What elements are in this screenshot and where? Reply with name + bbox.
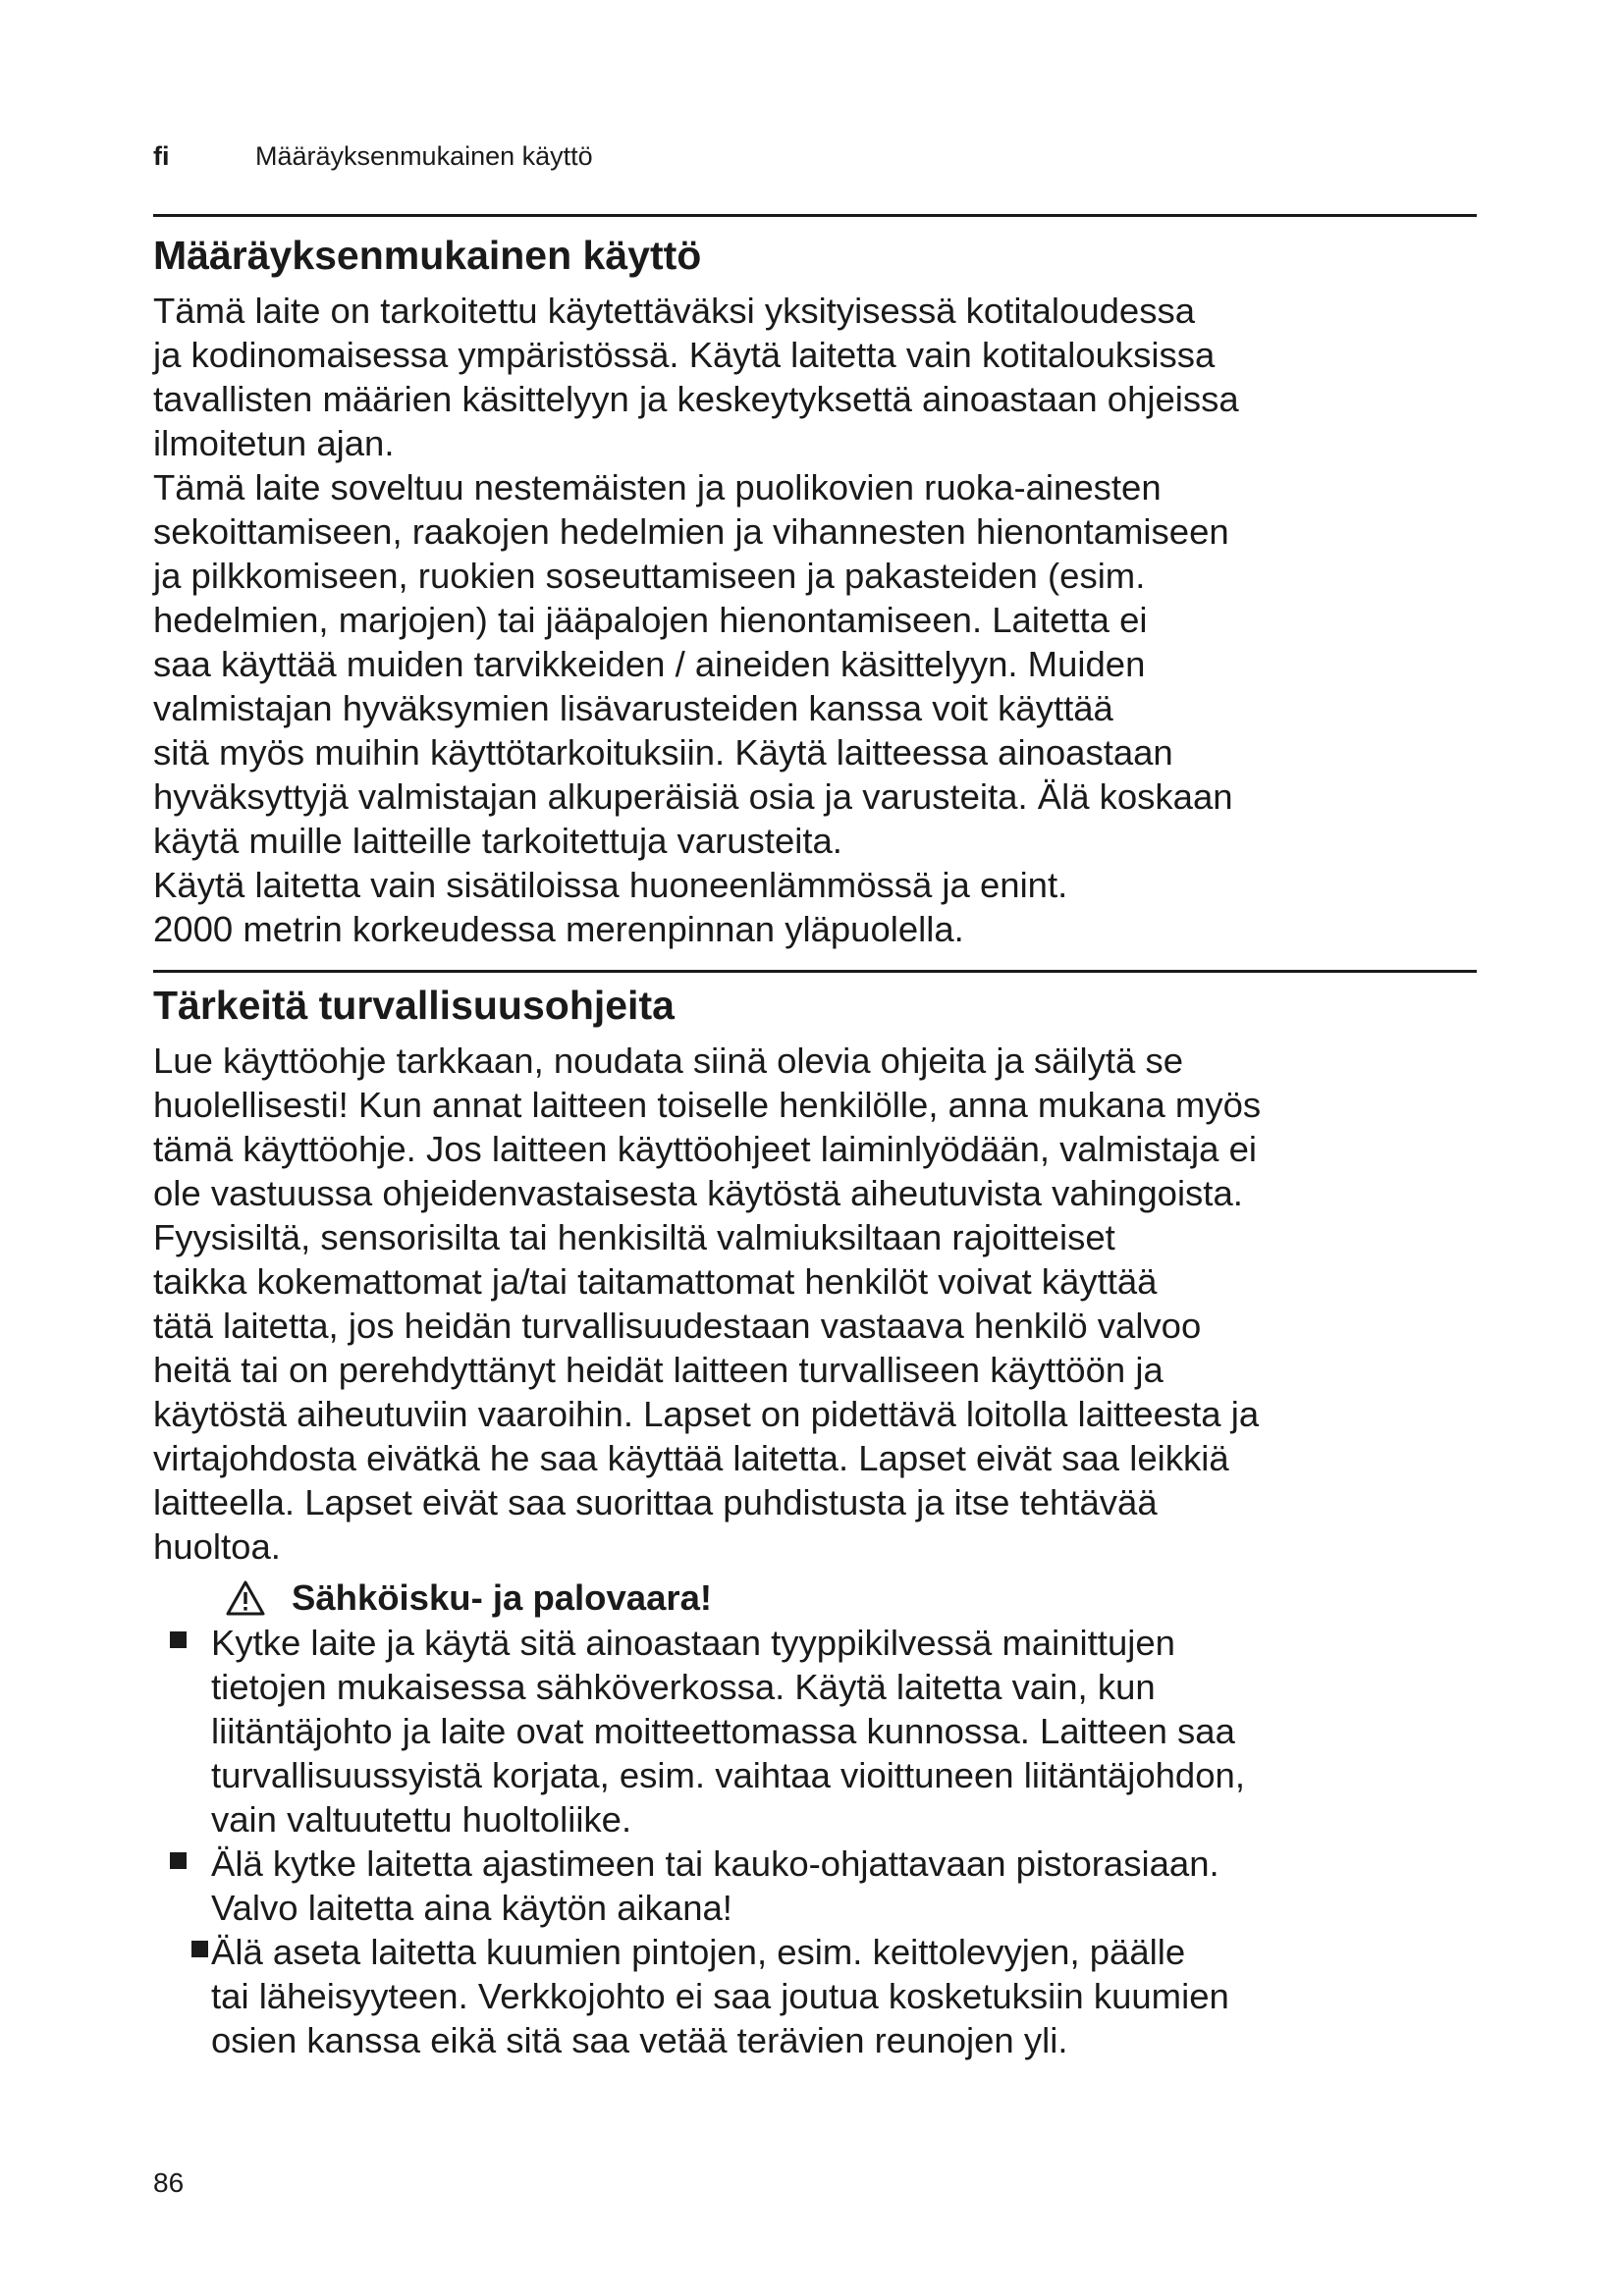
text-line: Älä aseta laitetta kuumien pintojen, esim. keittolevyjen, päälle [211,1932,1186,1972]
warning-list-item [211,1930,1229,2062]
page-number: 86 [153,2167,185,2198]
text-line: 2000 metrin korkeudessa merenpinnan yläpuolella. [153,909,964,949]
section-divider [153,970,1477,973]
text-line: Valvo laitetta aina käytön aikana! [211,1888,732,1928]
text-line: Fyysisiltä, sensorisilta tai henkisiltä valmiuksiltaan rajoitteiset [153,1217,1115,1257]
text-line: liitäntäjohto ja laite ovat moitteettomassa kunnossa. Laitteen saa [211,1711,1235,1751]
language-code: fi [153,141,170,171]
text-line: ole vastuussa ohjeidenvastaisesta käytöstä aiheutuvista vahingoista. [153,1173,1243,1213]
intended-use-paragraph [153,289,1489,951]
section-heading-safety: Tärkeitä turvallisuusohjeita [153,983,675,1028]
text-line: turvallisuussyistä korjata, esim. vaihtaa vioittuneen liitäntäjohdon, [211,1755,1245,1795]
text-line: tämä käyttöohje. Jos laitteen käyttöohjeet laiminlyödään, valmistaja ei [153,1129,1257,1169]
text-line: huolellisesti! Kun annat laitteen toiselle henkilölle, anna mukana myös [153,1085,1262,1125]
text-line: sitä myös muihin käyttötarkoituksiin. Käytä laitteessa ainoastaan [153,732,1173,773]
text-line: ja pilkkomiseen, ruokien soseuttamiseen ja pakasteiden (esim. [153,556,1146,596]
warning-heading [225,1576,712,1620]
text-line: tietojen mukaisessa sähköverkossa. Käytä laitetta vain, kun [211,1667,1156,1707]
warning-triangle-icon [225,1579,266,1617]
warning-list-item [211,1842,1219,1930]
text-line: vain valtuutettu huoltoliike. [211,1799,632,1840]
text-line: Tämä laite on tarkoitettu käytettäväksi yksityisessä kotitaloudessa [153,291,1196,331]
text-line: taikka kokemattomat ja/tai taitamattomat henkilöt voivat käyttää [153,1261,1158,1302]
text-line: tai läheisyyteen. Verkkojohto ei saa joutua kosketuksiin kuumien [211,1976,1229,2016]
text-line: Tämä laite soveltuu nestemäisten ja puolikovien ruoka-ainesten [153,467,1162,507]
text-line: Kytke laite ja käytä sitä ainoastaan tyyppikilvessä mainittujen [211,1623,1175,1663]
text-line: tätä laitetta, jos heidän turvallisuudestaan vastaava henkilö valvoo [153,1306,1202,1346]
text-line: Käytä laitetta vain sisätiloissa huoneenlämmössä ja enint. [153,865,1068,905]
section-divider [153,214,1477,217]
text-line: virtajohdosta eivätkä he saa käyttää laitetta. Lapset eivät saa leikkiä [153,1438,1229,1478]
safety-paragraph [153,1039,1489,1569]
text-line: osien kanssa eikä sitä saa vetää terävien reunojen yli. [211,2020,1068,2060]
text-line: tavallisten määrien käsittelyyn ja keskeytyksettä ainoastaan ohjeissa [153,379,1239,419]
running-header [153,139,593,173]
section-heading-intended-use: Määräyksenmukainen käyttö [153,233,702,278]
text-line: ja kodinomaisessa ympäristössä. Käytä laitetta vain kotitalouksissa [153,335,1216,375]
bullet-square-icon [170,1852,187,1869]
text-line: laitteella. Lapset eivät saa suorittaa puhdistusta ja itse tehtävää [153,1482,1158,1522]
text-line: käytöstä aiheutuviin vaaroihin. Lapset on pidettävä loitolla laitteesta ja [153,1394,1260,1434]
bullet-square-icon [191,1941,208,1957]
text-line: ilmoitetun ajan. [153,423,395,463]
text-line: Lue käyttöohje tarkkaan, noudata siinä olevia ohjeita ja säilytä se [153,1041,1184,1081]
text-line: käytä muille laitteille tarkoitettuja varusteita. [153,821,842,861]
text-line: valmistajan hyväksymien lisävarusteiden kanssa voit käyttää [153,688,1113,728]
text-line: Älä kytke laitetta ajastimeen tai kauko-ohjattavaan pistorasiaan. [211,1843,1219,1884]
warning-list-item [211,1621,1245,1842]
running-title: Määräyksenmukainen käyttö [255,141,593,171]
text-line: heitä tai on perehdyttänyt heidät laitteen turvalliseen käyttöön ja [153,1350,1164,1390]
text-line: hedelmien, marjojen) tai jääpalojen hienontamiseen. Laitetta ei [153,600,1148,640]
warning-title: Sähköisku- ja palovaara! [292,1577,713,1618]
text-line: sekoittamiseen, raakojen hedelmien ja vihannesten hienontamiseen [153,511,1229,552]
text-line: hyväksyttyjä valmistajan alkuperäisiä osia ja varusteita. Älä koskaan [153,776,1233,817]
bullet-square-icon [170,1631,187,1648]
text-line: huoltoa. [153,1526,281,1567]
text-line: saa käyttää muiden tarvikkeiden / aineiden käsittelyyn. Muiden [153,644,1146,684]
